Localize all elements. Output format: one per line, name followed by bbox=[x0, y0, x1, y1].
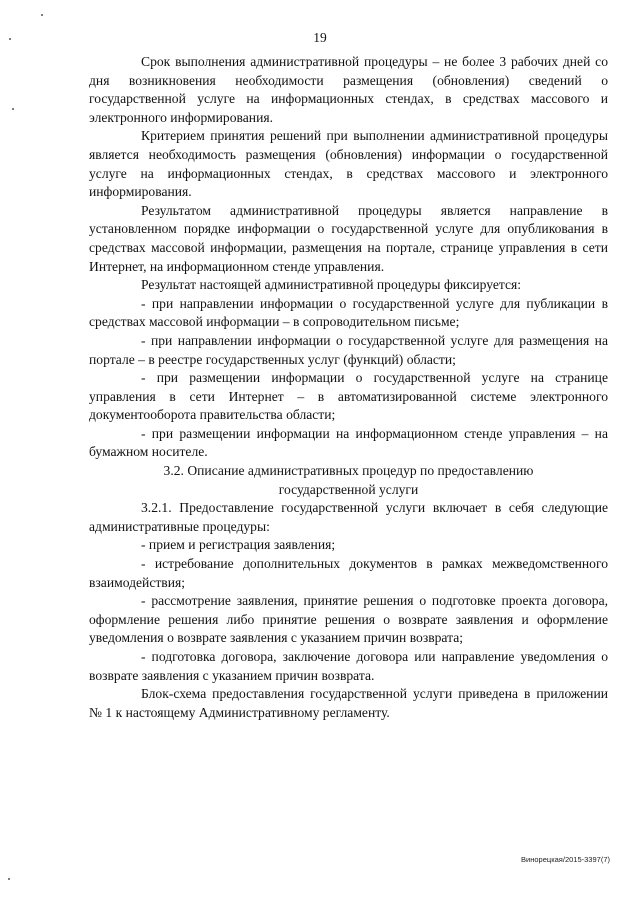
section-heading: 3.2. Описание административных процедур по предоставлению государственной услуги bbox=[163, 463, 534, 497]
paragraph: 3.2.1. Предоставление государственной услуги включает в себя следующие административные процедуры: bbox=[89, 500, 608, 534]
scan-speck bbox=[12, 108, 14, 110]
paragraph: Результат настоящей административной процедуры фиксируется: bbox=[141, 277, 522, 293]
scan-speck bbox=[41, 14, 43, 16]
list-item: - истребование дополнительных документов в рамках межведомственного взаимодействия; bbox=[89, 556, 608, 590]
list-item: - при размещении информации на информационном стенде управления – на бумажном носителе. bbox=[89, 425, 608, 460]
document-body bbox=[89, 53, 608, 722]
list-item: - при направлении информации о государственной услуге для публикации в средствах массовой информации – в сопроводительном письме; bbox=[89, 295, 608, 330]
paragraph: Результатом административной процедуры является направление в установленном порядке информации о государственной услуге для опубликования в средствах массовой информации, размещения на портале, странице управления в сети Интернет, на информационном стенде управления. bbox=[89, 202, 608, 274]
scan-speck bbox=[9, 38, 11, 40]
list-item: - подготовка договора, заключение договора или направление уведомления о возврате заявления с указанием причин возврата. bbox=[89, 649, 608, 683]
footer-reference: Винорецкая/2015-3397(7) bbox=[521, 855, 610, 864]
list-item: - прием и регистрация заявления; bbox=[141, 537, 336, 553]
list-item: - рассмотрение заявления, принятие решения о подготовке проекта договора, оформление решения либо принятие решения о возврате заявления и оформление уведомления о возврате заявления с указанием причин возврата; bbox=[89, 593, 608, 646]
scan-speck bbox=[8, 878, 10, 880]
page-number: 19 bbox=[313, 30, 327, 45]
paragraph: Блок-схема предоставления государственной услуги приведена в приложении № 1 к настоящему Административному регламенту. bbox=[89, 686, 608, 720]
paragraph: Критерием принятия решений при выполнении административной процедуры является необходимость размещения (обновления) информации о государственной услуге на информационных стендах, в средствах массового и электронного информирования. bbox=[89, 128, 608, 200]
list-item: - при направлении информации о государственной услуге для размещения на портале – в реестре государственных услуг (функций) области; bbox=[89, 332, 608, 367]
list-item: - при размещении информации о государственной услуге на странице управления в сети Интернет – в автоматизированной системе электронного документооборота правительства области; bbox=[89, 370, 608, 423]
paragraph: Срок выполнения административной процедуры – не более 3 рабочих дней со дня возникновения необходимости размещения (обновления) сведений о государственной услуге на информационных стендах, в средствах массового и электронного информирования. bbox=[89, 54, 608, 125]
